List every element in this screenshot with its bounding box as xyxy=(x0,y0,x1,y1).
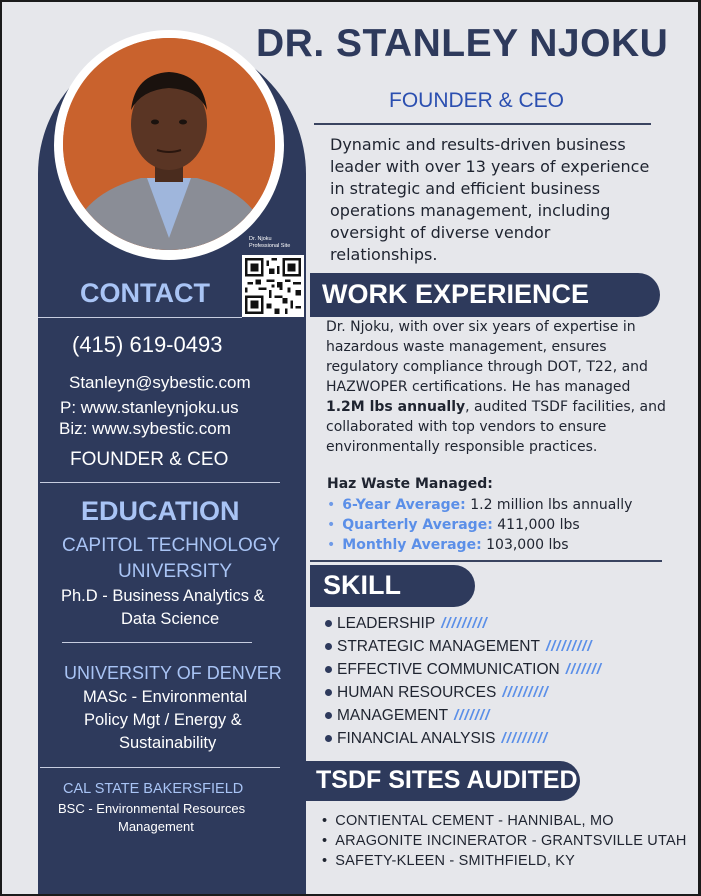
skill-rating: /////// xyxy=(454,707,491,724)
list-item: • 6-Year Average: 1.2 million lbs annually xyxy=(327,497,633,513)
edu-school-capitol-line2: UNIVERSITY xyxy=(118,561,233,582)
work-experience-heading: WORK EXPERIENCE xyxy=(322,279,590,309)
edu-divider-1 xyxy=(62,642,252,643)
contact-divider xyxy=(38,317,242,318)
title-underline xyxy=(314,123,651,125)
skill-rating: ///////// xyxy=(441,615,488,632)
skill-item-financial-analysis: FINANCIAL ANALYSIS ///////// xyxy=(325,727,602,750)
education-heading: EDUCATION xyxy=(81,496,240,526)
qr-code-icon[interactable] xyxy=(242,255,304,317)
work-description: Dr. Njoku, with over six years of expertise in hazardous waste management, ensures regulatory compliance through DOT, T22, and HAZWOPER certifications. He has managed 1.2M lbs annually, audited TSDF facilities, and collaborated with top vendors to ensure environmentally responsible practices. xyxy=(326,319,666,455)
contact-business-site[interactable]: Biz: www.sybestic.com xyxy=(59,419,231,438)
skill-rating: ///////// xyxy=(501,730,549,747)
skill-item-leadership: LEADERSHIP ///////// xyxy=(325,612,602,635)
list-item: • Monthly Average: 103,000 lbs xyxy=(327,537,569,553)
contact-phone[interactable]: (415) 619-0493 xyxy=(72,332,223,357)
list-item: • ARAGONITE INCINERATOR - GRANTSVILLE UTAH xyxy=(322,833,687,849)
skill-rating: ///////// xyxy=(502,684,549,701)
haz-waste-title: Haz Waste Managed: xyxy=(327,476,493,492)
edu-school-csub: CAL STATE BAKERSFIELD xyxy=(63,781,244,797)
edu-divider-2 xyxy=(40,767,280,768)
edu-degree-phd-line2: Data Science xyxy=(121,610,220,628)
skill-item-human-resources: HUMAN RESOURCES ///////// xyxy=(325,681,602,704)
skill-rating: ///////// xyxy=(545,638,593,655)
skill-rating: /////// xyxy=(565,661,602,678)
work-highlight: 1.2M lbs annually xyxy=(326,399,466,415)
contact-email[interactable]: Stanleyn@sybestic.com xyxy=(69,373,251,392)
edu-school-denver: UNIVERSITY OF DENVER xyxy=(64,663,282,683)
person-title: FOUNDER & CEO xyxy=(389,89,565,112)
edu-degree-phd-line1: Ph.D - Business Analytics & xyxy=(61,587,265,605)
list-item: • Quarterly Average: 411,000 lbs xyxy=(327,517,580,533)
edu-degree-masc-line1: MASc - Environmental xyxy=(83,688,248,706)
skill-item-effective-communication: EFFECTIVE COMMUNICATION /////// xyxy=(325,658,602,681)
contact-role: FOUNDER & CEO xyxy=(70,449,229,470)
tsdf-banner xyxy=(306,761,580,801)
edu-degree-bsc-line2: Management xyxy=(118,819,194,834)
contact-heading: CONTACT xyxy=(80,278,210,308)
list-item: • SAFETY-KLEEN - SMITHFIELD, KY xyxy=(322,853,576,869)
skill-item-management: MANAGEMENT /////// xyxy=(325,704,602,727)
edu-degree-bsc-line1: BSC - Environmental Resources xyxy=(58,801,246,816)
work-experience-banner xyxy=(310,273,660,317)
skill-item-strategic-management: STRATEGIC MANAGEMENT ///////// xyxy=(325,635,602,658)
profile-summary: Dynamic and results-driven business leader with over 13 years of experience in strategic and efficient business operations management, including oversight of diverse vendor relationships. xyxy=(330,135,650,264)
skill-heading: SKILL xyxy=(323,570,401,600)
contact-personal-site[interactable]: P: www.stanleynjoku.us xyxy=(60,398,239,417)
tsdf-heading: TSDF SITES AUDITED xyxy=(316,766,578,794)
haz-waste-list xyxy=(327,495,632,555)
edu-school-capitol-line1: CAPITOL TECHNOLOGY xyxy=(62,535,281,556)
list-item: • CONTIENTAL CEMENT - HANNIBAL, MO xyxy=(322,813,614,829)
skills-list xyxy=(325,612,602,750)
tsdf-sites-list xyxy=(322,811,687,871)
work-bottom-rule xyxy=(310,560,662,562)
edu-degree-masc-line3: Sustainability xyxy=(119,734,217,752)
qr-caption: Dr. Njoku Professional Site xyxy=(249,236,291,249)
education-top-divider xyxy=(40,482,280,483)
skill-banner xyxy=(310,565,475,607)
edu-degree-masc-line2: Policy Mgt / Energy & xyxy=(84,711,242,729)
person-name: DR. STANLEY NJOKU xyxy=(256,22,669,65)
portrait-photo xyxy=(63,38,275,250)
